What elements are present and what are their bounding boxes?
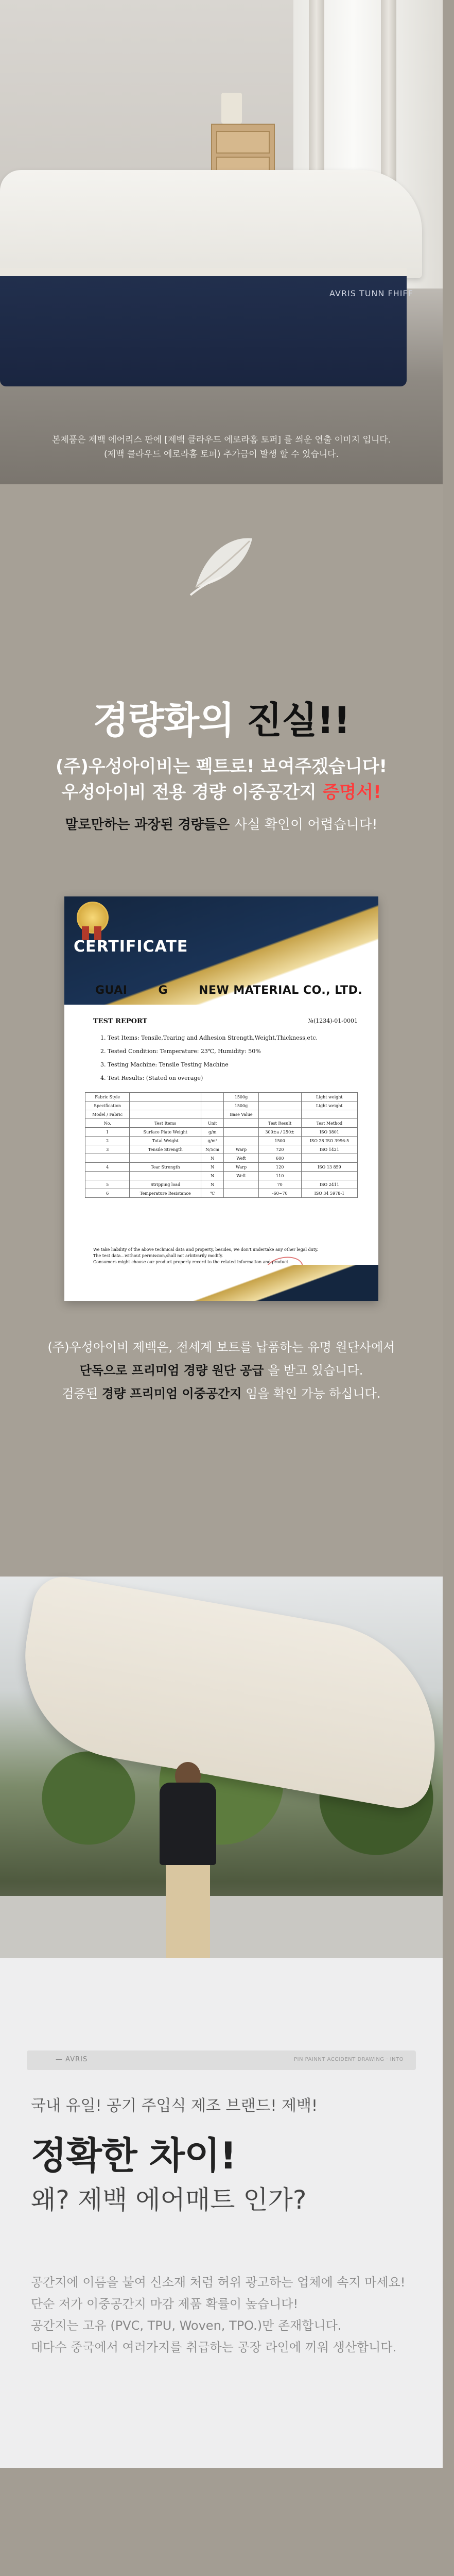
- table-cell: Unit: [201, 1119, 224, 1128]
- table-cell: 1500: [258, 1137, 301, 1145]
- verify-line-1: (주)우성아이비 제백은, 전세계 보트를 납품하는 유명 원단사에서: [47, 1340, 395, 1354]
- table-cell: [224, 1119, 258, 1128]
- table-cell: 70: [258, 1180, 301, 1189]
- lamp: [221, 93, 242, 124]
- mattress-stripe: [0, 268, 407, 276]
- truth-title-prefix: 경량화의: [93, 699, 234, 742]
- brand-bar-subtitle: PIN PAINNT ACCIDENT DRAWING · INTO: [294, 2057, 404, 2062]
- truth-line-2: [0, 778, 443, 803]
- verify-line-3-plain: 검증된: [62, 1386, 98, 1401]
- table-cell: Warp: [224, 1163, 258, 1172]
- hero-caption: [0, 433, 443, 462]
- table-row: [85, 1172, 358, 1180]
- brand-bar: [27, 2050, 416, 2070]
- table-cell: [201, 1101, 224, 1110]
- table-cell: ISO 2411: [301, 1180, 357, 1189]
- note-line: Consumers might choose our product properly record to the related information and product.: [93, 1260, 290, 1264]
- table-cell: -60~70: [258, 1189, 301, 1198]
- table-cell: [201, 1110, 224, 1119]
- verify-line-2: [0, 1360, 443, 1378]
- table-cell: N: [201, 1172, 224, 1180]
- truth-line-2-text: 우성아이비 전용 경량 이중공간지: [61, 782, 317, 803]
- truth-line-3-bold: 말로만하는 과장된 경량들은: [65, 817, 230, 833]
- table-cell: ISO 13 859: [301, 1163, 357, 1172]
- test-item: 2. Tested Condition: Temperature: 23℃, Humidity: 50%: [100, 1048, 261, 1055]
- mattress-image: [0, 170, 422, 386]
- org-suffix: NEW MATERIAL CO., LTD.: [199, 984, 363, 997]
- table-cell: [224, 1128, 258, 1137]
- certificate-organization: [95, 984, 362, 997]
- difference-intro: 국내 유일! 공기 주입식 제조 브랜드! 제백!: [31, 2097, 318, 2115]
- hero-caption-line: 본제품은 제백 에어리스 판에 [제백 클라우드 에로라홈 토퍼] 를 씌운 연출 이미지 입니다.: [51, 435, 391, 445]
- table-cell: [301, 1110, 357, 1119]
- table-cell: g/m²: [201, 1137, 224, 1145]
- truth-line-3: [0, 814, 443, 833]
- mattress-topper: [0, 170, 422, 278]
- table-row: [85, 1180, 358, 1189]
- table-cell: N/5cm: [201, 1145, 224, 1154]
- body-line: 공간지에 이름을 붙여 신소재 처럼 허위 광고하는 업체에 속지 마세요!: [31, 2275, 406, 2290]
- table-cell: [130, 1154, 201, 1163]
- table-cell: Total Weight: [130, 1137, 201, 1145]
- table-row: [85, 1101, 358, 1110]
- table-cell: N: [201, 1163, 224, 1172]
- table-row: [85, 1110, 358, 1119]
- table-cell: [85, 1172, 130, 1180]
- table-cell: Warp: [224, 1145, 258, 1154]
- note-line: The test data...without permission,shall not arbitrarily modify.: [93, 1253, 223, 1258]
- table-cell: 120: [258, 1163, 301, 1172]
- table-cell: [130, 1172, 201, 1180]
- test-item: 3. Testing Machine: Tensile Testing Machine: [100, 1061, 229, 1068]
- table-cell: [130, 1101, 201, 1110]
- table-cell: 1500g: [224, 1093, 258, 1101]
- table-cell: 720: [258, 1145, 301, 1154]
- table-cell: Test Method: [301, 1119, 357, 1128]
- table-cell: 1: [85, 1128, 130, 1137]
- org-mid: G: [158, 984, 168, 997]
- mattress-brand-logo: AVRIS TUNN FHIFF: [329, 289, 413, 298]
- table-cell: Specification: [85, 1101, 130, 1110]
- table-cell: Model / Fabric: [85, 1110, 130, 1119]
- verify-line-2-bold: 단독으로 프리미엄 경량 원단 공급: [79, 1363, 264, 1378]
- table-cell: Base Value: [224, 1110, 258, 1119]
- table-cell: ISO 34 5978-1: [301, 1189, 357, 1198]
- verify-line-3-plain: 임을 확인 가능 하십니다.: [246, 1386, 381, 1401]
- table-cell: [130, 1110, 201, 1119]
- table-cell: g/m: [201, 1128, 224, 1137]
- table-cell: Light weight: [301, 1093, 357, 1101]
- hero-section: [0, 0, 443, 484]
- table-cell: Temperature Resistance: [130, 1189, 201, 1198]
- table-cell: Stripping load: [130, 1180, 201, 1189]
- table-cell: ISO 1421: [301, 1145, 357, 1154]
- truth-line-2-highlight: 증명서!: [322, 782, 381, 803]
- test-items-list: [100, 1031, 318, 1085]
- body-line: 대다수 중국에서 여러가지를 취급하는 공장 라인에 끼워 생산합니다.: [31, 2340, 397, 2354]
- table-row: [85, 1093, 358, 1101]
- table-cell: 5: [85, 1180, 130, 1189]
- table-row: [85, 1163, 358, 1172]
- table-cell: Test Items: [130, 1119, 201, 1128]
- truth-title-emphasis: 진실!!: [246, 699, 350, 742]
- table-cell: Light weight: [301, 1101, 357, 1110]
- table-cell: [130, 1093, 201, 1101]
- certificate-heading: CERTIFICATE: [74, 938, 188, 956]
- test-item: 1. Test Items: Tensile,Tearing and Adhesion Strength,Weight,Thickness,etc.: [100, 1035, 318, 1041]
- table-cell: Tear Strength: [130, 1163, 201, 1172]
- table-cell: Fabric Style: [85, 1093, 130, 1101]
- table-cell: Weft: [224, 1172, 258, 1180]
- mattress-base: [0, 268, 407, 386]
- table-cell: 4: [85, 1163, 130, 1172]
- table-row: [85, 1128, 358, 1137]
- hero-caption-line: (제백 클라우드 에로라홈 토퍼) 추가금이 발생 할 수 있습니다.: [103, 449, 339, 460]
- truth-line-3-plain: 사실 확인이 어렵습니다!: [234, 817, 378, 833]
- table-cell: [224, 1180, 258, 1189]
- table-cell: [258, 1093, 301, 1101]
- report-number: №(1234)-01-0001: [308, 1018, 358, 1024]
- verify-line-3: [0, 1383, 443, 1401]
- note-line: We take liability of the above technical data and property, besides, we don't undertake any other legal duty.: [93, 1247, 319, 1252]
- table-cell: N: [201, 1180, 224, 1189]
- body-line: 단순 저가 이중공간지 마감 제품 확률이 높습니다!: [31, 2297, 299, 2311]
- table-cell: [301, 1172, 357, 1180]
- table-cell: ℃: [201, 1189, 224, 1198]
- org-prefix: GUAI: [95, 984, 128, 997]
- table-cell: Surface Plate Weight: [130, 1128, 201, 1137]
- table-row: [85, 1137, 358, 1145]
- table-cell: 110: [258, 1172, 301, 1180]
- table-cell: ISO 28 ISO 3996-5: [301, 1137, 357, 1145]
- table-cell: [201, 1093, 224, 1101]
- person-figure: [154, 1762, 221, 1958]
- table-cell: 2: [85, 1137, 130, 1145]
- table-cell: ISO 3801: [301, 1128, 357, 1137]
- table-row: [85, 1145, 358, 1154]
- table-cell: No.: [85, 1119, 130, 1128]
- table-cell: 300±a / 250±: [258, 1128, 301, 1137]
- table-cell: 1500g: [224, 1101, 258, 1110]
- difference-subheadline: 왜? 제백 에어매트 인가?: [31, 2185, 307, 2215]
- table-cell: N: [201, 1154, 224, 1163]
- table-cell: Tensile Strength: [130, 1145, 201, 1154]
- body-line: 공간지는 고유 (PVC, TPU, Woven, TPO.)만 존재합니다.: [31, 2318, 342, 2333]
- certificate-footer-band: [64, 1265, 378, 1301]
- verify-line-3-bold: 경량 프리미엄 이중공간지: [101, 1386, 242, 1401]
- difference-section: [0, 1958, 443, 2468]
- product-photo: [0, 1577, 443, 1958]
- truth-line-1: (주)우성아이비는 펙트로! 보여주겠습니다!: [55, 756, 388, 777]
- brand-bar-logo: — AVRIS: [56, 2056, 88, 2063]
- table-cell: Test Result: [258, 1119, 301, 1128]
- table-cell: 600: [258, 1154, 301, 1163]
- table-row: [85, 1189, 358, 1198]
- table-cell: [258, 1110, 301, 1119]
- table-cell: 6: [85, 1189, 130, 1198]
- table-cell: [85, 1154, 130, 1163]
- ground: [0, 1896, 443, 1958]
- feather-icon: [185, 531, 257, 598]
- certificate-document: [64, 896, 378, 1301]
- table-row: [85, 1119, 358, 1128]
- table-cell: 3: [85, 1145, 130, 1154]
- table-cell: [224, 1137, 258, 1145]
- truth-title: [0, 690, 443, 744]
- table-row: [85, 1154, 358, 1163]
- test-item: 4. Test Results: (Stated on overage): [100, 1075, 203, 1081]
- verify-line-2-plain: 을 받고 있습니다.: [268, 1363, 363, 1378]
- table-cell: [301, 1154, 357, 1163]
- test-results-table: [85, 1092, 358, 1198]
- report-title: TEST REPORT: [93, 1018, 148, 1025]
- table-cell: [224, 1189, 258, 1198]
- table-cell: Weft: [224, 1154, 258, 1163]
- difference-headline: 정확한 차이!: [31, 2134, 236, 2177]
- table-cell: [258, 1101, 301, 1110]
